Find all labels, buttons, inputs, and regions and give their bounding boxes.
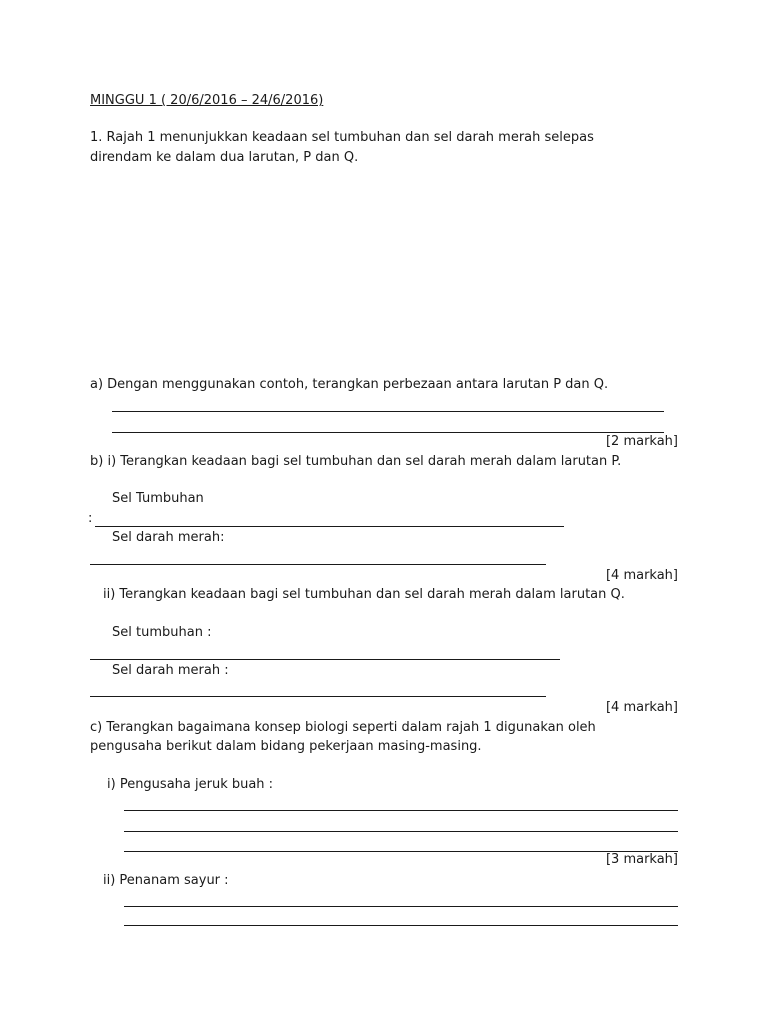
question-1-intro-line-1: 1. Rajah 1 menunjukkan keadaan sel tumbuhan dan sel darah merah selepas: [90, 130, 594, 145]
answer-line-a-1[interactable]: [112, 411, 664, 412]
answer-line-c-i-3[interactable]: [124, 851, 678, 852]
label-sel-darah-merah-q: Sel darah merah :: [112, 663, 229, 678]
week-heading: MINGGU 1 ( 20/6/2016 – 24/6/2016): [90, 93, 324, 108]
question-c-line-2: pengusaha berikut dalam bidang pekerjaan masing-masing.: [90, 739, 482, 754]
question-1-intro-line-2: direndam ke dalam dua larutan, P dan Q.: [90, 150, 359, 165]
question-b-ii-text: ii) Terangkan keadaan bagi sel tumbuhan dan sel darah merah dalam larutan Q.: [103, 587, 625, 602]
answer-line-b-ii-blood[interactable]: [90, 696, 546, 697]
marks-a: [2 markah]: [605, 434, 678, 449]
label-pengusaha-jeruk-buah: i) Pengusaha jeruk buah :: [107, 777, 274, 792]
label-sel-tumbuhan-q: Sel tumbuhan :: [112, 625, 212, 640]
question-b-i-text: b) i) Terangkan keadaan bagi sel tumbuhan dan sel darah merah dalam larutan P.: [90, 454, 622, 469]
marks-c-i: [3 markah]: [605, 852, 678, 867]
marks-b-i: [4 markah]: [605, 568, 678, 583]
answer-line-b-i-blood[interactable]: [90, 564, 546, 565]
answer-line-c-i-2[interactable]: [124, 831, 678, 832]
answer-line-c-i-1[interactable]: [124, 810, 678, 811]
label-sel-darah-merah-p: Sel darah merah:: [112, 530, 225, 545]
label-penanam-sayur: ii) Penanam sayur :: [103, 873, 229, 888]
answer-line-c-ii-2[interactable]: [124, 925, 678, 926]
answer-line-b-ii-plant[interactable]: [90, 659, 560, 660]
colon-sel-tumbuhan-p: :: [88, 511, 93, 526]
label-sel-tumbuhan-p: Sel Tumbuhan: [112, 491, 204, 506]
answer-line-c-ii-1[interactable]: [124, 906, 678, 907]
marks-b-ii: [4 markah]: [605, 700, 678, 715]
answer-line-a-2[interactable]: [112, 432, 664, 433]
question-a-text: a) Dengan menggunakan contoh, terangkan perbezaan antara larutan P dan Q.: [90, 377, 609, 392]
figure-placeholder: [90, 178, 680, 368]
question-c-line-1: c) Terangkan bagaimana konsep biologi seperti dalam rajah 1 digunakan oleh: [90, 720, 596, 735]
answer-line-b-i-plant[interactable]: [95, 526, 564, 527]
